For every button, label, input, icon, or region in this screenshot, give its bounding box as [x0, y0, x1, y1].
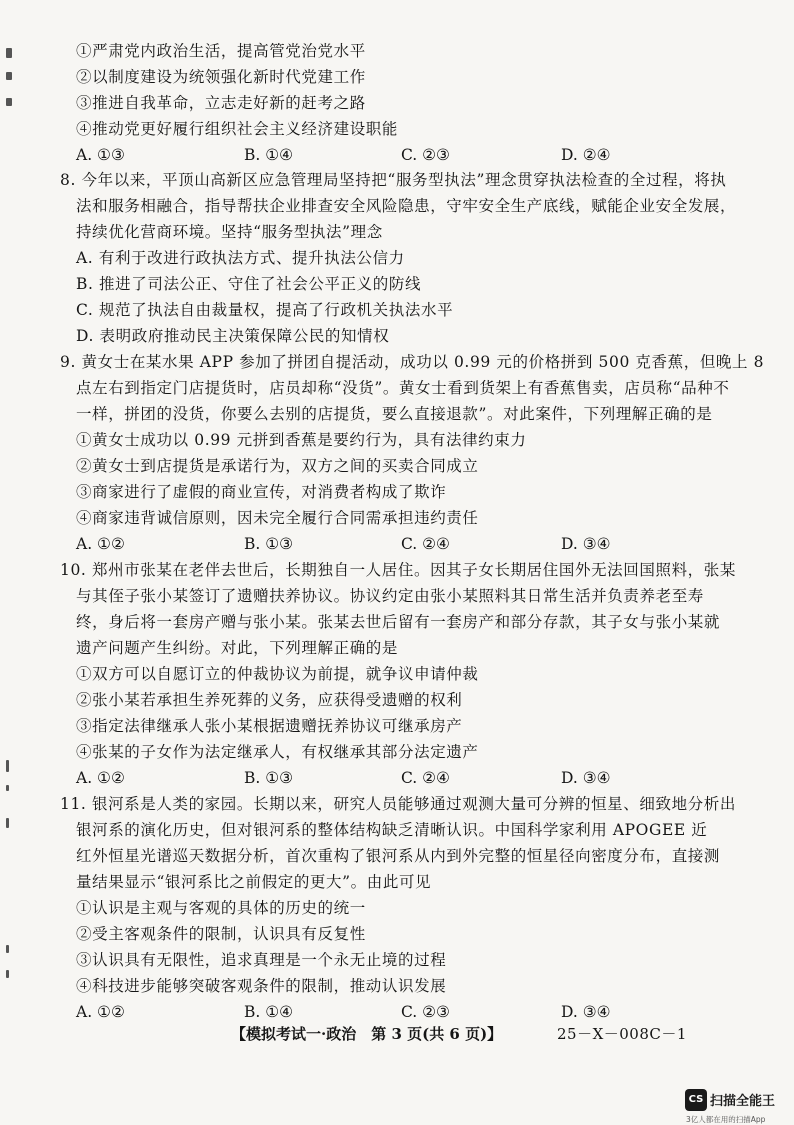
q9-options	[76, 531, 716, 557]
scan-edge-mark	[6, 72, 12, 80]
option-a[interactable]: A. ①③	[76, 146, 125, 164]
q8-option-a[interactable]: A. 有利于改进行政执法方式、提升执法公信力	[76, 249, 405, 267]
q8-option-b[interactable]: B. 推进了司法公正、守住了社会公平正义的防线	[76, 275, 422, 293]
q11-item-3: ③认识具有无限性，追求真理是一个永无止境的过程	[76, 951, 447, 969]
option-c[interactable]: C. ②③	[401, 1003, 450, 1021]
q7-item-4: ④推动党更好履行组织社会主义经济建设职能	[76, 120, 399, 138]
q10-stem-line: 终，身后将一套房产赠与张小某。张某去世后留有一套房产和部分存款，其子女与张小某就	[76, 613, 721, 631]
option-b[interactable]: B. ①③	[244, 769, 294, 787]
q7-item-1: ①严肃党内政治生活，提高管党治党水平	[76, 42, 366, 60]
q10-item-2: ②张小某若承担生养死葬的义务，应获得受遗赠的权利	[76, 691, 463, 709]
q11-item-1: ①认识是主观与客观的具体的历史的统一	[76, 899, 366, 917]
q7-options	[76, 142, 716, 168]
scanner-app-name: 扫描全能王	[710, 1094, 776, 1109]
q11-item-4: ④科技进步能够突破客观条件的限制，推动认识发展	[76, 977, 447, 995]
scan-edge-mark	[6, 785, 9, 791]
scan-edge-mark	[6, 98, 12, 106]
q8-stem-line: 持续优化营商环境。坚持“服务型执法”理念	[76, 223, 383, 241]
q8-option-c[interactable]: C. 规范了执法自由裁量权，提高了行政机关执法水平	[76, 301, 454, 319]
q11-stem-line: 量结果显示“银河系比之前假定的更大”。由此可见	[76, 873, 432, 891]
scan-edge-mark	[6, 945, 9, 953]
q10-options	[76, 765, 716, 791]
q10-item-3: ③指定法律继承人张小某根据遗赠抚养协议可继承房产	[76, 717, 463, 735]
q8-option-d[interactable]: D. 表明政府推动民主决策保障公民的知情权	[76, 327, 390, 345]
q8-stem-line: 法和服务相融合，指导帮扶企业排查安全风险隐患，守牢安全生产底线，赋能企业安全发展，	[76, 197, 737, 215]
q11-stem-line: 11. 银河系是人类的家园。长期以来，研究人员能够通过观测大量可分辨的恒星、细致地分析出	[60, 795, 736, 813]
option-b[interactable]: B. ①④	[244, 146, 294, 164]
q9-item-4: ④商家违背诚信原则，因未完全履行合同需承担违约责任	[76, 509, 479, 527]
option-d[interactable]: D. ③④	[561, 769, 611, 787]
page-footer	[0, 1023, 794, 1047]
q10-stem-line: 10. 郑州市张某在老伴去世后，长期独自一人居住。因其子女长期居住国外无法回国照料，张某	[60, 561, 736, 579]
option-d[interactable]: D. ③④	[561, 535, 611, 553]
q7-item-2: ②以制度建设为统领强化新时代党建工作	[76, 68, 366, 86]
q10-stem-line: 遗产问题产生纠纷。对此，下列理解正确的是	[76, 639, 399, 657]
q10-item-1: ①双方可以自愿订立的仲裁协议为前提，就争议申请仲裁	[76, 665, 479, 683]
q9-item-3: ③商家进行了虚假的商业宣传，对消费者构成了欺诈	[76, 483, 447, 501]
q11-options	[76, 999, 716, 1025]
option-c[interactable]: C. ②③	[401, 146, 450, 164]
option-a[interactable]: A. ①②	[76, 769, 125, 787]
footer-code: 25－X－008C－1	[557, 1025, 687, 1043]
camscanner-logo-icon: CS	[685, 1089, 707, 1111]
q9-stem-line: 一样，拼团的没货，你要么去别的店提货，要么直接退款”。对此案件，下列理解正确的是	[76, 405, 713, 423]
option-b[interactable]: B. ①③	[244, 535, 294, 553]
option-d[interactable]: D. ③④	[561, 1003, 611, 1021]
scanner-tagline: 3亿人都在用的扫描App	[686, 1115, 766, 1124]
q11-item-2: ②受主客观条件的限制，认识具有反复性	[76, 925, 366, 943]
footer-title: 【模拟考试一·政治 第 3 页(共 6 页)】	[231, 1025, 503, 1043]
q10-item-4: ④张某的子女作为法定继承人，有权继承其部分法定遗产	[76, 743, 479, 761]
scan-edge-mark	[6, 760, 9, 772]
scan-edge-mark	[6, 970, 9, 978]
option-a[interactable]: A. ①②	[76, 1003, 125, 1021]
q7-item-3: ③推进自我革命，立志走好新的赶考之路	[76, 94, 366, 112]
q8-stem-line: 8. 今年以来，平顶山高新区应急管理局坚持把“服务型执法”理念贯穿执法检查的全过程，将执	[60, 171, 727, 189]
scan-edge-mark	[6, 818, 9, 828]
q9-item-2: ②黄女士到店提货是承诺行为，双方之间的买卖合同成立	[76, 457, 479, 475]
option-c[interactable]: C. ②④	[401, 769, 450, 787]
option-c[interactable]: C. ②④	[401, 535, 450, 553]
q9-stem-line: 点左右到指定门店提货时，店员却称“没货”。黄女士看到货架上有香蕉售卖，店员称“品种不	[76, 379, 730, 397]
q9-stem-line: 9. 黄女士在某水果 APP 参加了拼团自提活动，成功以 0.99 元的价格拼到 500 克香蕉，但晚上 8	[60, 353, 765, 371]
scan-edge-mark	[6, 48, 12, 58]
option-b[interactable]: B. ①④	[244, 1003, 294, 1021]
scanner-watermark	[685, 1089, 794, 1125]
q11-stem-line: 红外恒星光谱巡天数据分析，首次重构了银河系从内到外完整的恒星径向密度分布，直接测	[76, 847, 721, 865]
option-a[interactable]: A. ①②	[76, 535, 125, 553]
q11-stem-line: 银河系的演化历史，但对银河系的整体结构缺乏清晰认识。中国科学家利用 APOGEE 近	[76, 821, 708, 839]
q10-stem-line: 与其侄子张小某签订了遗赠扶养协议。协议约定由张小某照料其日常生活并负责养老至寿	[76, 587, 704, 605]
option-d[interactable]: D. ②④	[561, 146, 611, 164]
q9-item-1: ①黄女士成功以 0.99 元拼到香蕉是要约行为，具有法律约束力	[76, 431, 527, 449]
